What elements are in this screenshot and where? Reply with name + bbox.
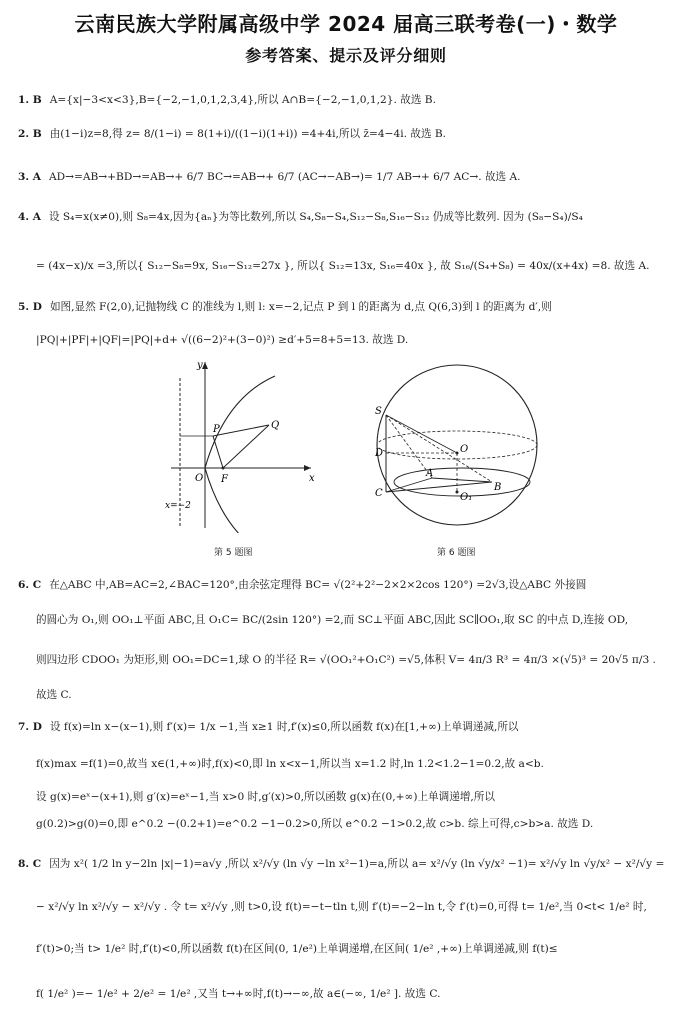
answer-continuation: g(0.2)>g(0)=0,即 e^0.2 −(0.2+1)=e^0.2 −1−0.2>0,所以 e^0.2 −1>0.2,故 c>b. 综上可得,c>b>a. 故选 D. [36, 818, 594, 830]
label-O: O [460, 444, 469, 455]
answer-continuation: f( 1/e² )=− 1/e² + 2/e² = 1/e² ,又当 t→+∞时,f(t)→−∞,故 a∈(−∞, 1/e² ]. 故选 C. [36, 988, 441, 1000]
answer-text: A={x|−3<x<3},B={−2,−1,0,1,2,3,4},所以 A∩B={−2,−1,0,1,2}. 故选 B. [49, 94, 436, 106]
answer-number: 8. C [18, 858, 42, 870]
label-P: P [213, 424, 220, 435]
answer-text: 如图,显然 F(2,0),记抛物线 C 的准线为 l,则 l: x=−2,记点 P 到 l 的距离为 d,点 Q(6,3)到 l 的距离为 d′,则 [49, 301, 552, 313]
figure-6-sphere [372, 360, 542, 530]
answer-text: 由(1−i)z=8,得 z= 8/(1−i) = 8(1+i)/((1−i)(1+i)) =4+4i,所以 z̄=4−4i. 故选 B. [49, 128, 447, 140]
label-y: y [197, 360, 203, 371]
figure-5-caption: 第 5 题图 [214, 548, 253, 558]
label-directrix: x=−2 [165, 501, 191, 511]
answer-text: 在△ABC 中,AB=AC=2,∠BAC=120°,由余弦定理得 BC= √(2²+2²−2×2×2cos 120°) =2√3,设△ABC 外接圆 [49, 579, 587, 591]
label-F: F [221, 474, 228, 485]
label-S: S [375, 406, 382, 417]
figure-6-caption: 第 6 题图 [437, 548, 476, 558]
answer-continuation: f′(t)>0;当 t> 1/e² 时,f′(t)<0,所以函数 f(t)在区间(0, 1/e²)上单调递增,在区间( 1/e² ,+∞)上单调递减,则 f(t)≤ [36, 943, 558, 955]
label-A: A [426, 468, 434, 479]
answer-continuation: 故选 C. [36, 689, 72, 701]
answer-item [18, 857, 682, 871]
label-D: D [375, 448, 384, 459]
answer-item [18, 300, 682, 314]
label-C: C [375, 488, 383, 499]
answer-continuation: 的圆心为 O₁,则 OO₁⊥平面 ABC,且 O₁C= BC/(2sin 120°) =2,而 SC⊥平面 ABC,因此 SC∥OO₁,取 SC 的中点 D,连接 OD, [36, 614, 629, 626]
label-B: B [494, 482, 502, 493]
answer-item [18, 93, 682, 107]
label-origin: O [195, 473, 204, 484]
answer-continuation: = (4x−x)/x =3,所以{ S₁₂−S₈=9x, S₁₆−S₁₂=27x }, 所以{ S₁₂=13x, S₁₆=40x }, 故 S₁₆/(S₄+S₈) = 40x/(x+4x) =8. 故选 A. [36, 260, 650, 272]
page-subtitle: 参考答案、提示及评分细则 [245, 46, 447, 65]
answer-number: 4. A [18, 211, 41, 223]
answer-number: 3. A [18, 171, 41, 183]
answer-item [18, 170, 682, 184]
answer-number: 1. B [18, 94, 42, 106]
answer-number: 6. C [18, 579, 42, 591]
figure-5-parabola [165, 358, 325, 533]
answer-text: 设 f(x)=ln x−(x−1),则 f′(x)= 1/x −1,当 x≥1 时,f′(x)≤0,所以函数 f(x)在[1,+∞)上单调递减,所以 [49, 721, 519, 733]
answer-continuation: f(x)max =f(1)=0,故当 x∈(1,+∞)时,f(x)<0,即 ln x<x−1,所以当 x=1.2 时,ln 1.2<1.2−1=0.2,故 a<b. [36, 758, 544, 770]
answer-text: 设 S₄=x(x≠0),则 S₈=4x,因为{aₙ}为等比数列,所以 S₄,S₈−S₄,S₁₂−S₈,S₁₆−S₁₂ 仍成等比数列. 因为 (S₈−S₄)/S₄ [48, 211, 583, 223]
answer-item [18, 578, 682, 592]
label-O1: O₁ [460, 492, 473, 503]
answer-text: AD→=AB→+BD→=AB→+ 6/7 BC→=AB→+ 6/7 (AC→−AB→)= 1/7 AB→+ 6/7 AC→. 故选 A. [48, 171, 521, 183]
label-x: x [309, 473, 315, 484]
answer-text: 因为 x²( 1/2 ln y−2ln |x|−1)=a√y ,所以 x²/√y (ln √y −ln x²−1)=a,所以 a= x²/√y (ln √y/x² −1)= x²/√y ln √y/x² − x²/√y = [49, 858, 665, 870]
answer-item [18, 127, 682, 141]
answer-continuation: 设 g(x)=eˣ−(x+1),则 g′(x)=eˣ−1,当 x>0 时,g′(x)>0,所以函数 g(x)在(0,+∞)上单调递增,所以 [36, 791, 495, 803]
answer-number: 7. D [18, 721, 42, 733]
page-title: 云南民族大学附属高级中学 2024 届高三联考卷(一)・数学 [74, 12, 618, 36]
answer-number: 2. B [18, 128, 42, 140]
answer-continuation: |PQ|+|PF|+|QF|=|PQ|+d+ √((6−2)²+(3−0)²) ≥d′+5=8+5=13. 故选 D. [36, 334, 409, 346]
answer-continuation: 则四边形 CDOO₁ 为矩形,则 OO₁=DC=1,球 O 的半径 R= √(OO₁²+O₁C²) =√5,体积 V= 4π/3 R³ = 4π/3 ×(√5)³ = 20√5 π/3 . [36, 654, 656, 666]
answer-item [18, 210, 682, 224]
answer-number: 5. D [18, 301, 42, 313]
answer-item [18, 720, 682, 734]
label-Q: Q [271, 420, 280, 431]
answer-continuation: − x²/√y ln x²/√y − x²/√y . 令 t= x²/√y ,则 t>0,设 f(t)=−t−tln t,则 f′(t)=−2−ln t,令 f′(t)=0,可得 t= 1/e²,当 0<t< 1/e² 时, [36, 901, 647, 913]
